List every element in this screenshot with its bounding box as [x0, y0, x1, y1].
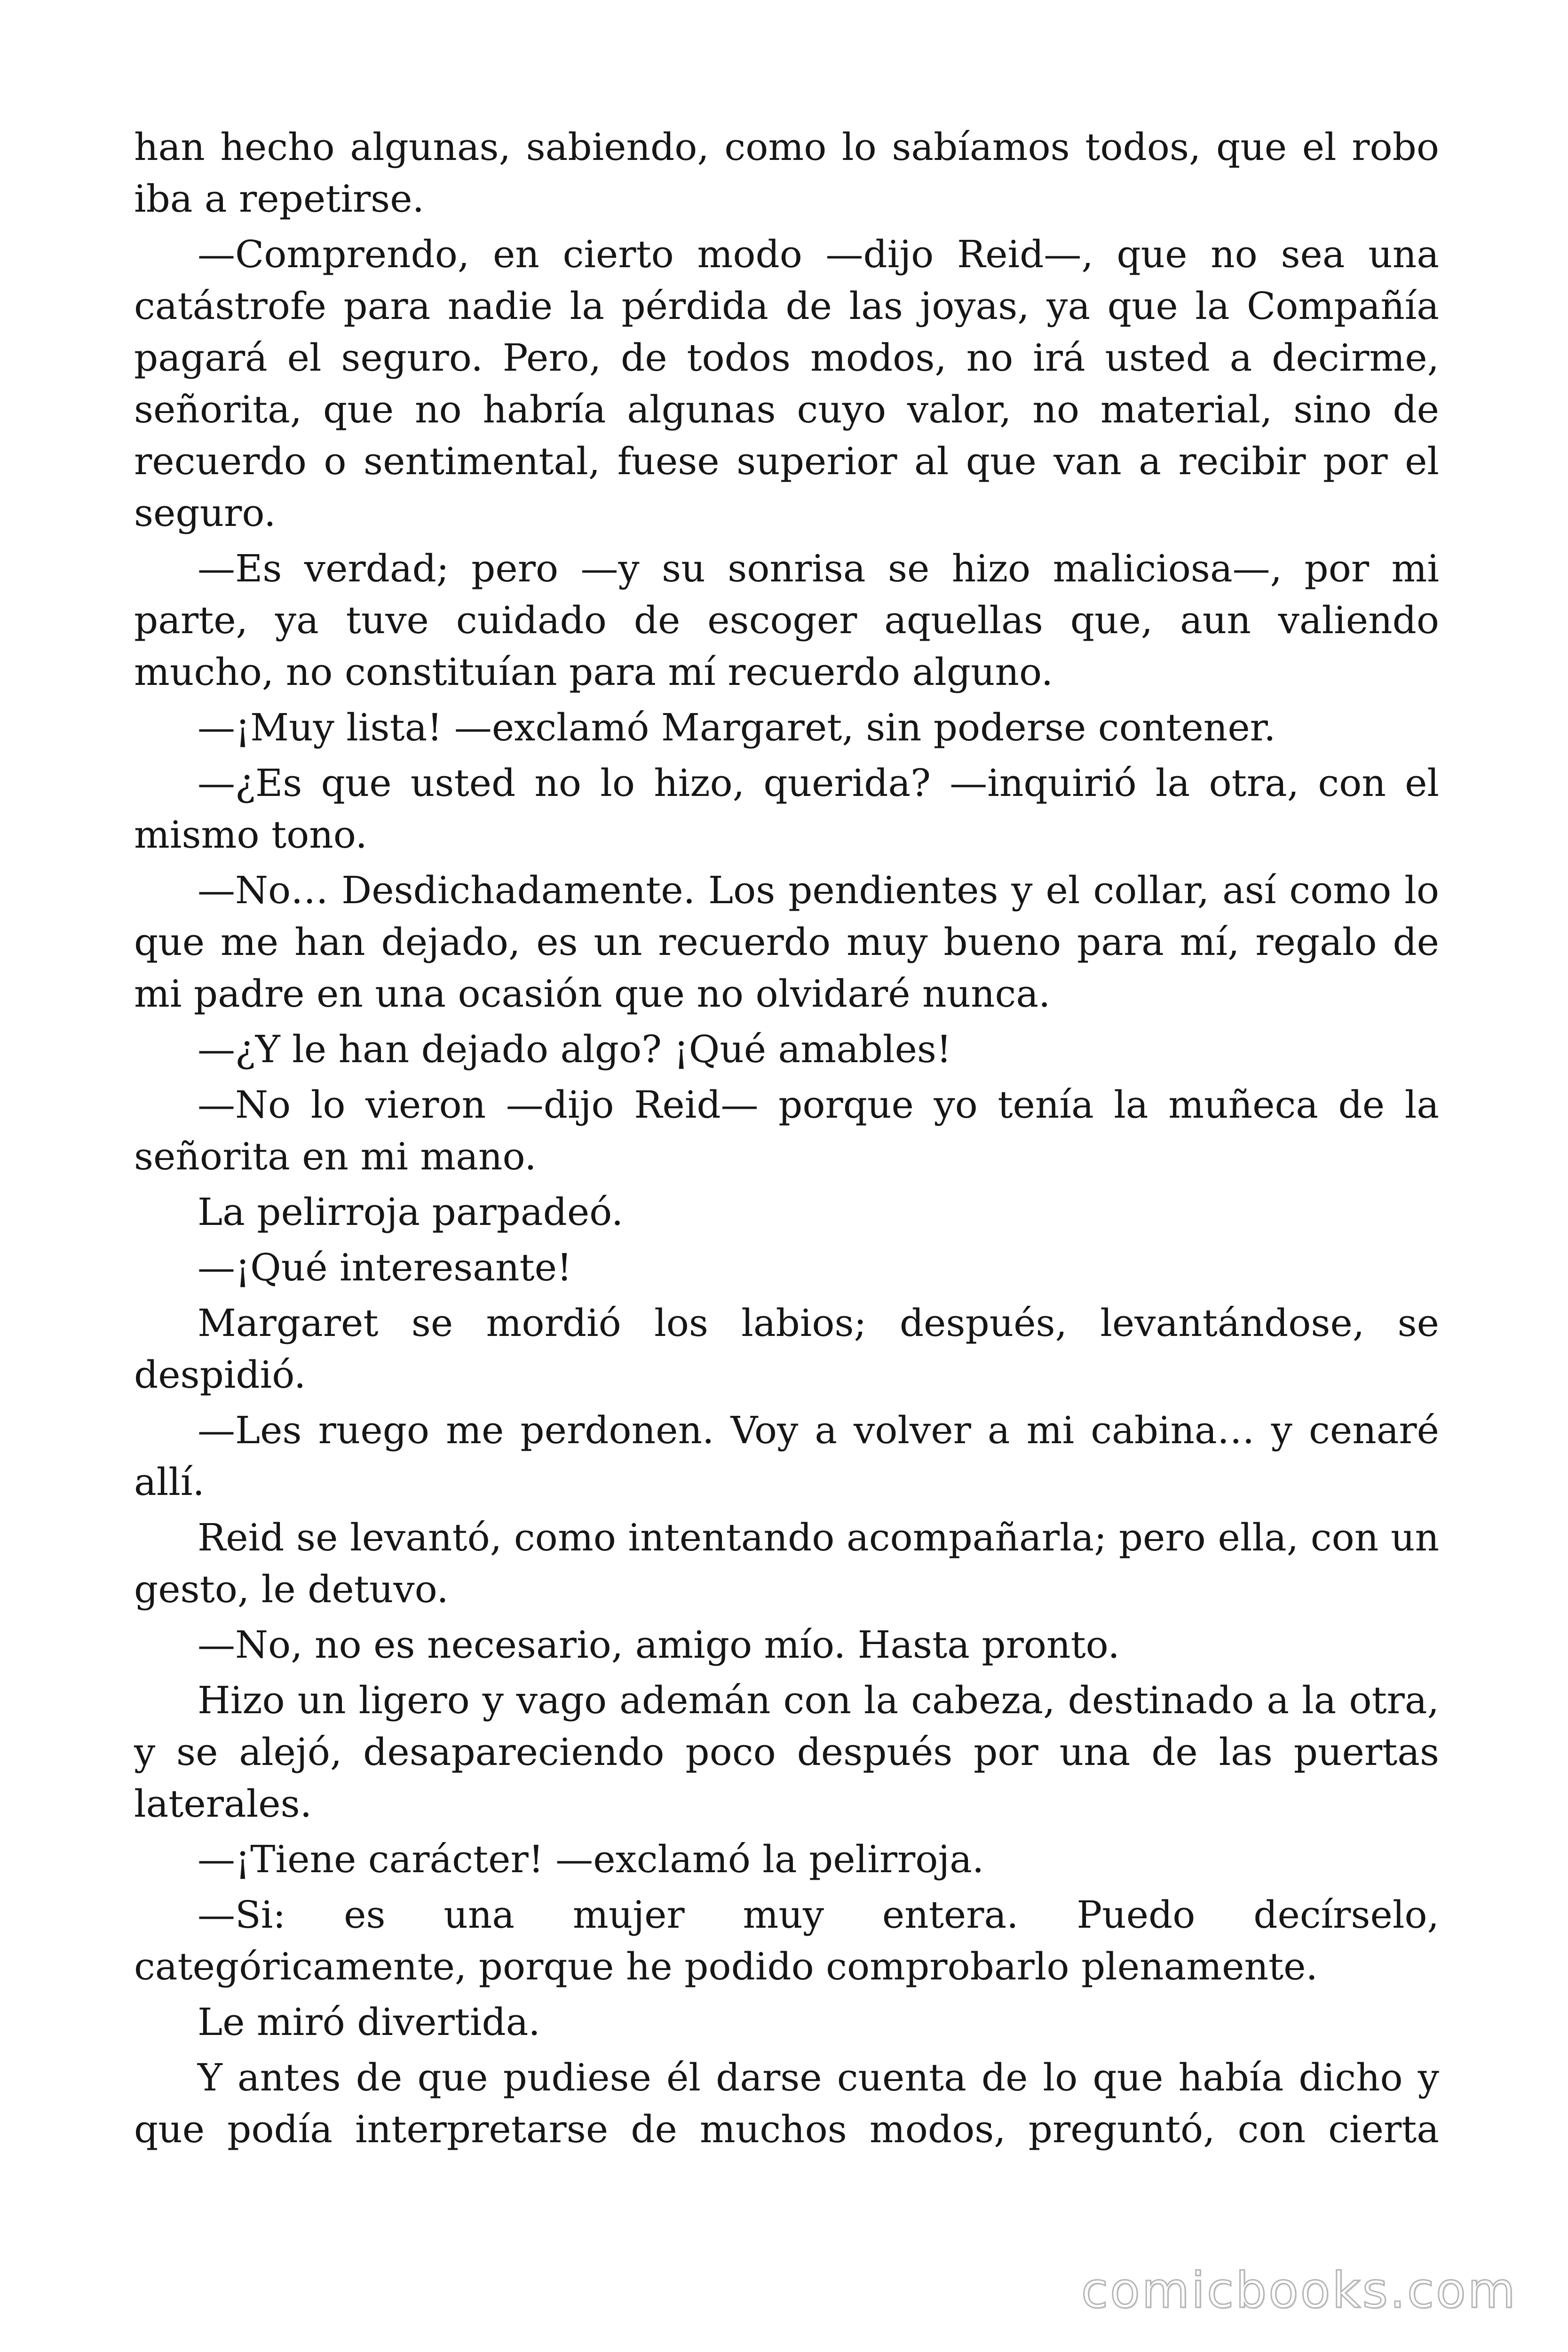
paragraph-16: —¡Tiene carácter! —exclamó la pelirroja. — [198, 1837, 984, 1881]
paragraph-12: —Les ruego me perdonen. Voy a volver a mi cabina… y cenaré allí. — [134, 1408, 1439, 1504]
paragraph-5: —¿Es que usted no lo hizo, querida? —inquirió la otra, con el mismo tono. — [134, 761, 1439, 857]
paragraph-17: —Si: es una mujer muy entera. Puedo decírselo, categóricamente, porque he podido comprobarlo plenamente. — [134, 1893, 1439, 1988]
paragraph-15: Hizo un ligero y vago ademán con la cabeza, destinado a la otra, y se alejó, desapareciendo poco después por una de las puertas laterales. — [134, 1678, 1439, 1826]
paragraph-1: han hecho algunas, sabiendo, como lo sabíamos todos, que el robo iba a repetirse. — [134, 125, 1439, 221]
paragraph-18: Le miró divertida. — [198, 2000, 540, 2044]
paragraph-19: Y antes de que pudiese él darse cuenta de lo que había dicho y que podía interpretarse de muchos modos, preguntó, con cierta — [134, 2056, 1439, 2151]
site-watermark: comicbooks.com — [1081, 2262, 1517, 2319]
paragraph-3: —Es verdad; pero —y su sonrisa se hizo maliciosa—, por mi parte, ya tuve cuidado de escoger aquellas que, aun valiendo mucho, no constituían para mí recuerdo alguno. — [134, 547, 1439, 694]
paragraph-6: —No… Desdichadamente. Los pendientes y el collar, así como lo que me han dejado, es un recuerdo muy bueno para mí, regalo de mi padre en una ocasión que no olvidaré nunca. — [134, 868, 1439, 1016]
paragraph-4: —¡Muy lista! —exclamó Margaret, sin poderse contener. — [198, 706, 1276, 749]
paragraph-10: —¡Qué interesante! — [198, 1246, 572, 1289]
paragraph-14: —No, no es necesario, amigo mío. Hasta pronto. — [198, 1623, 1120, 1667]
paragraph-9: La pelirroja parpadeó. — [198, 1190, 624, 1234]
paragraph-13: Reid se levantó, como intentando acompañarla; pero ella, con un gesto, le detuvo. — [134, 1516, 1439, 1611]
body-text — [134, 121, 1439, 2159]
paragraph-11: Margaret se mordió los labios; después, levantándose, se despidió. — [134, 1301, 1439, 1397]
paragraph-2: —Comprendo, en cierto modo —dijo Reid—, que no sea una catástrofe para nadie la pérdida de las joyas, ya que la Compañía pagará el seguro. Pero, de todos modos, no irá usted a decirme, señorita, que no habría algunas cuyo valor, no material, sino de recuerdo o sentimental, fuese superior al que van a recibir por el seguro. — [134, 232, 1439, 535]
paragraph-7: —¿Y le han dejado algo? ¡Qué amables! — [198, 1027, 952, 1071]
paragraph-8: —No lo vieron —dijo Reid— porque yo tenía la muñeca de la señorita en mi mano. — [134, 1083, 1439, 1178]
